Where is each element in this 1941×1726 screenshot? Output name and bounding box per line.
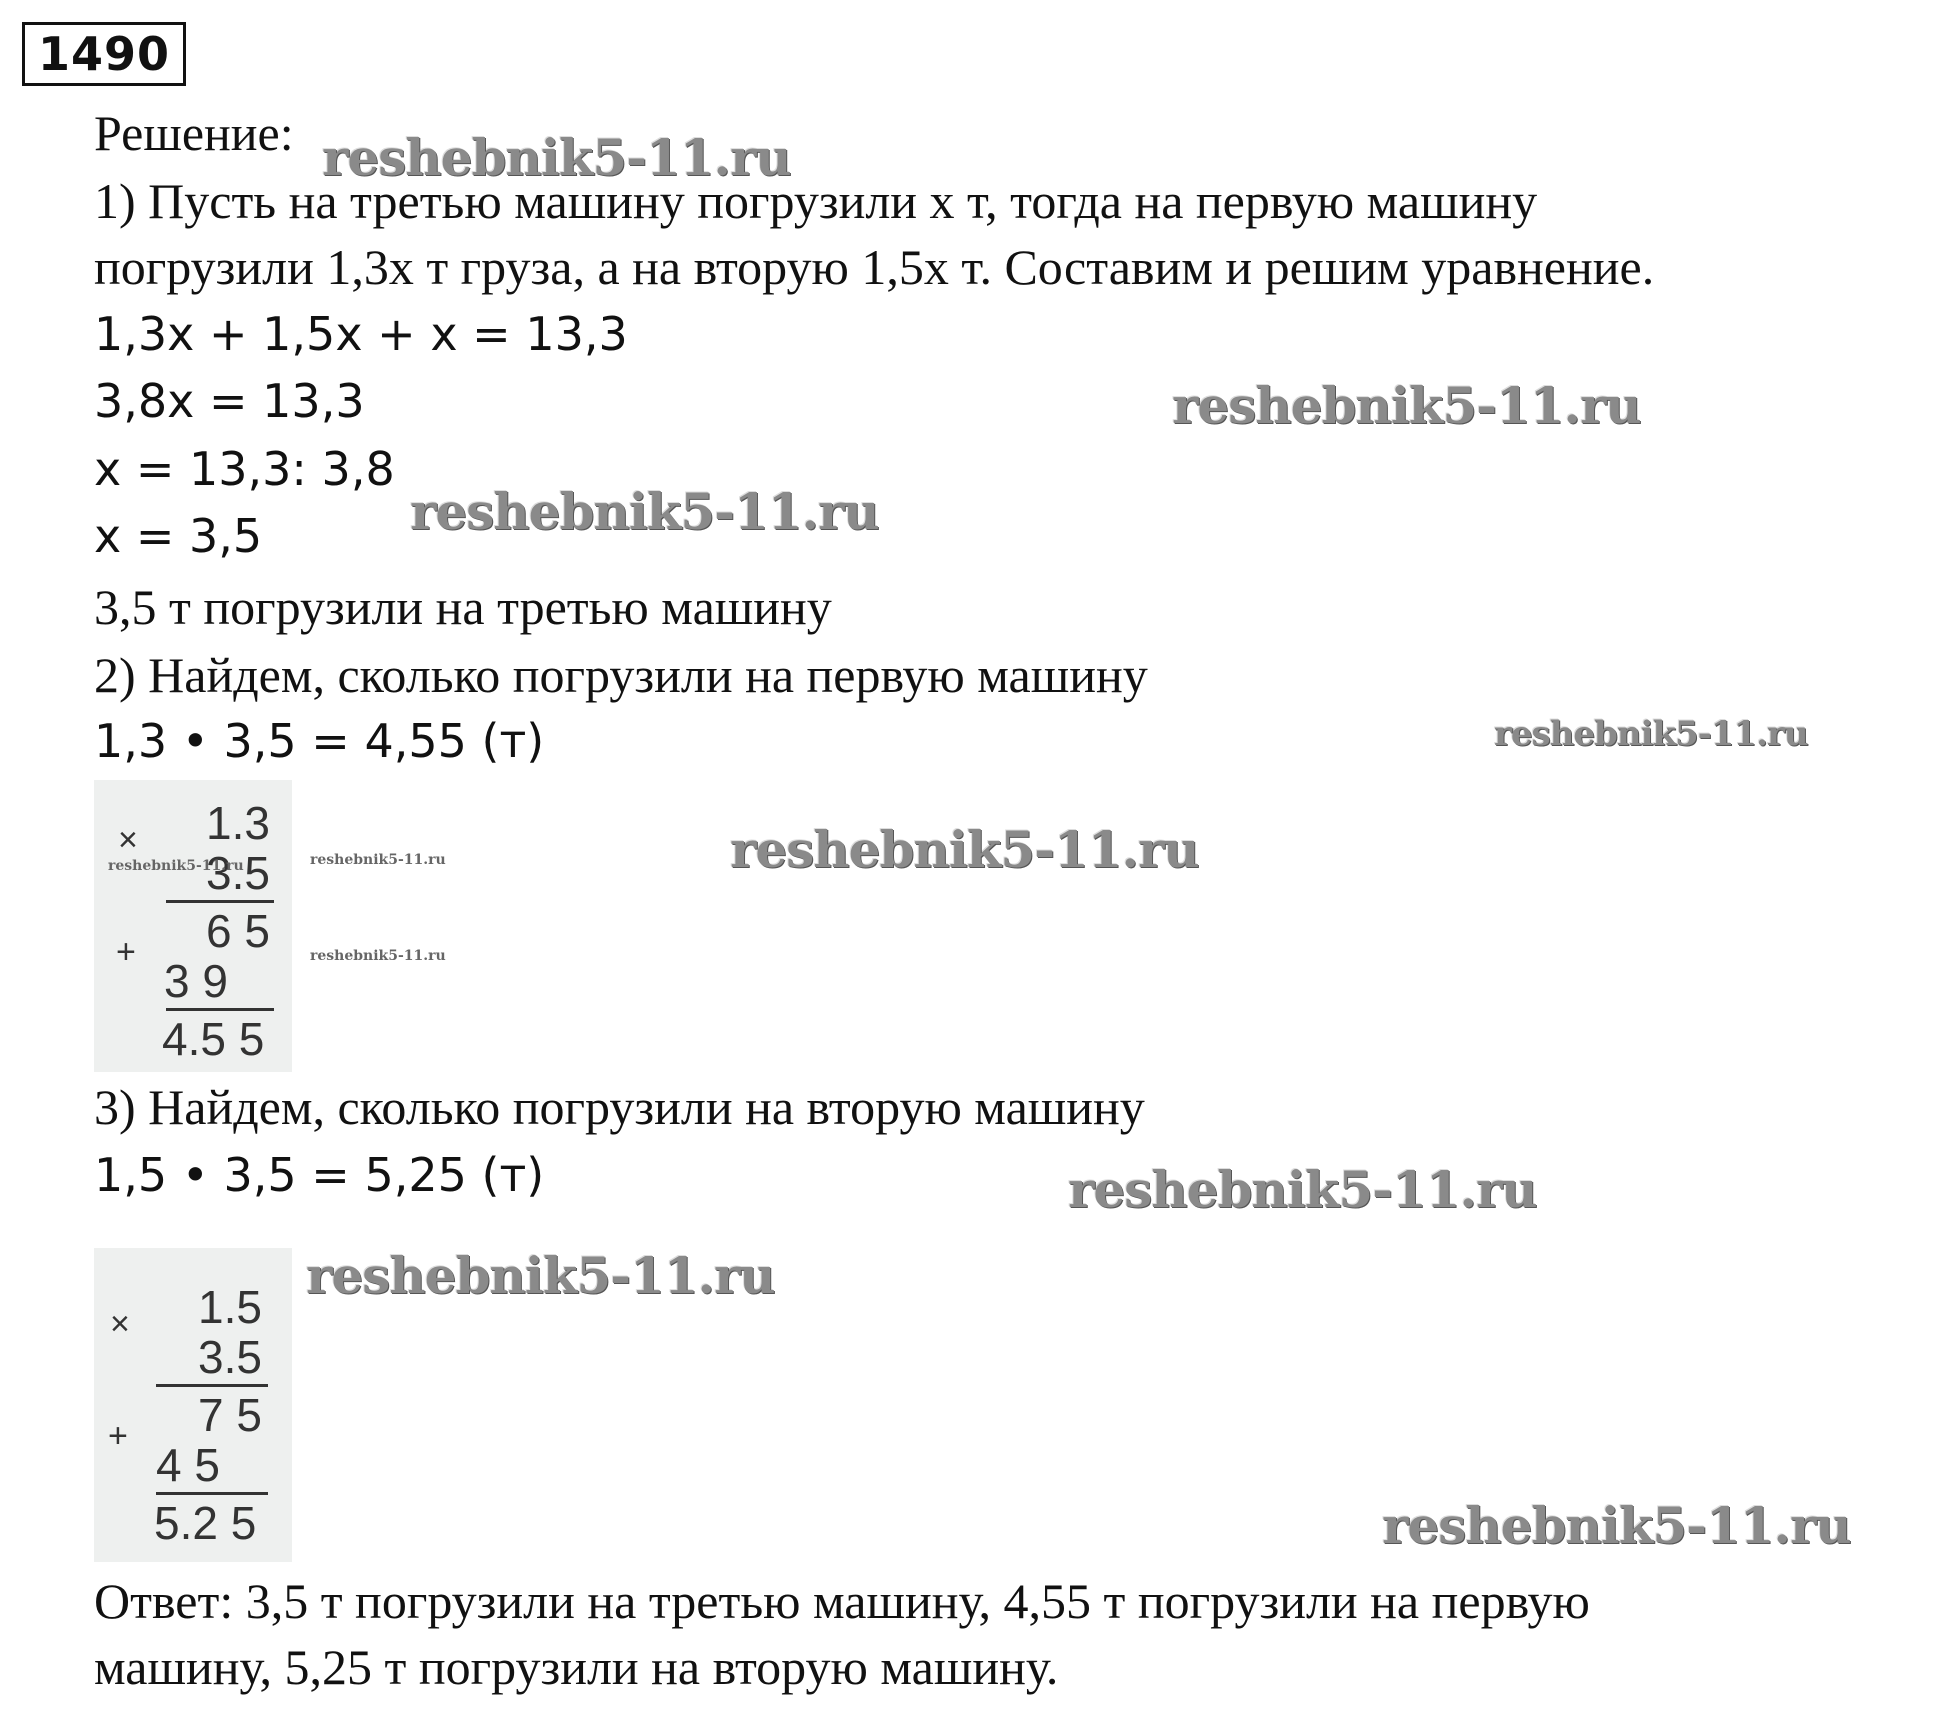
problem-number: 1490 [22, 22, 186, 86]
rule-2 [166, 1008, 274, 1011]
product-result: 5.2 5 [154, 1497, 257, 1549]
partial-product-2: 4 5 [156, 1439, 220, 1491]
watermark: reshebnik5-11.ru [730, 820, 1199, 879]
multiplier: 3.5 [206, 847, 270, 899]
watermark: reshebnik5-11.ru [1068, 1160, 1537, 1219]
step-3-heading: 3) Найдем, сколько погрузили на вторую машину [94, 1079, 1145, 1135]
watermark: reshebnik5-11.ru [306, 1246, 775, 1305]
step-2-heading: 2) Найдем, сколько погрузили на первую машину [94, 647, 1148, 703]
partial-product-1: 6 5 [206, 905, 270, 957]
watermark: reshebnik5-11.ru [1494, 714, 1808, 754]
watermark: reshebnik5-11.ru [1382, 1496, 1851, 1555]
partial-product-1: 7 5 [198, 1389, 262, 1441]
answer-line-2: машину, 5,25 т погрузили на вторую машину. [94, 1639, 1059, 1695]
step-2-equation: 1,3 • 3,5 = 4,55 (т) [94, 714, 545, 768]
times-sign: × [118, 821, 138, 859]
rule-1 [156, 1384, 268, 1387]
plus-sign: + [108, 1417, 128, 1455]
equation-line-2: 3,8x = 13,3 [94, 374, 365, 428]
multiplicand: 1.5 [198, 1281, 262, 1333]
answer-line-1: Ответ: 3,5 т погрузили на третью машину, 4,55 т погрузили на первую [94, 1573, 1590, 1629]
column-multiplication-1 [94, 780, 292, 1072]
solution-label: Решение: [94, 105, 294, 161]
text-line-3: 3,5 т погрузили на третью машину [94, 579, 832, 635]
watermark: reshebnik5-11.ru [410, 482, 879, 541]
equation-line-3: x = 13,3: 3,8 [94, 442, 395, 496]
plus-sign: + [116, 933, 136, 971]
product-result: 4.5 5 [162, 1013, 265, 1065]
rule-2 [156, 1492, 268, 1495]
watermark: reshebnik5-11.ru [310, 852, 446, 868]
times-sign: × [110, 1305, 130, 1343]
text-line-2: погрузили 1,3x т груза, а на вторую 1,5x т. Составим и решим уравнение. [94, 239, 1655, 295]
rule-1 [166, 900, 274, 903]
equation-line-1: 1,3x + 1,5x + x = 13,3 [94, 307, 628, 361]
step-3-equation: 1,5 • 3,5 = 5,25 (т) [94, 1148, 545, 1202]
watermark: reshebnik5-11.ru [310, 948, 446, 964]
multiplicand: 1.3 [206, 797, 270, 849]
equation-line-4: x = 3,5 [94, 509, 263, 563]
multiplier: 3.5 [198, 1331, 262, 1383]
partial-product-2: 3 9 [164, 955, 228, 1007]
watermark: reshebnik5-11.ru [108, 858, 244, 874]
watermark: reshebnik5-11.ru [1172, 376, 1641, 435]
watermark: reshebnik5-11.ru [322, 128, 791, 187]
text-line-1: 1) Пусть на третью машину погрузили x т, тогда на первую машину [94, 173, 1538, 229]
column-multiplication-2 [94, 1248, 292, 1562]
